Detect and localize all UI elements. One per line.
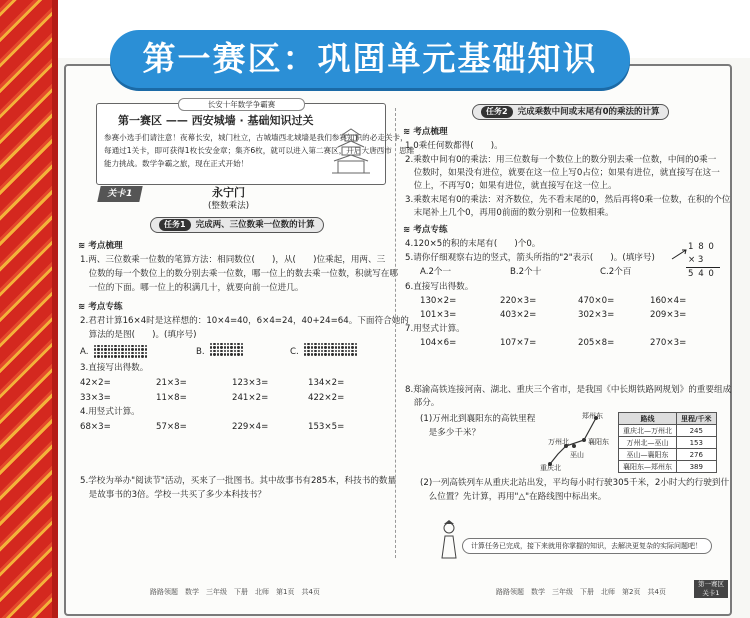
dot [328,353,330,355]
vertical-line-2: × 3 [688,255,704,265]
r-q7-c2: 107×7= [500,338,537,348]
dot [324,346,326,348]
dot [307,346,309,348]
dot [97,348,99,350]
dot [94,348,96,350]
dot [307,353,309,355]
r-q8-1-line-1: (1)万州北到襄阳东的高铁里程 [420,414,536,424]
r-q6-r2c3: 302×3= [578,310,615,320]
table-row [619,461,717,473]
dot [145,345,147,347]
dot-array-c [304,343,357,356]
dot [135,352,137,354]
dot [128,355,130,357]
dot [217,346,219,348]
map-label-wushan: 巫山 [570,451,584,459]
dot [348,353,350,355]
dot [131,352,133,354]
dot [351,353,353,355]
q2-line-1: 2.君君计算16×4时是这样想的：10×4=40，6×4=24，40+24=64。下面符合她的 [80,316,409,326]
dot [145,352,147,354]
dot [128,348,130,350]
r-q5-opt-c[interactable]: C.2个百 [600,267,632,277]
map-label-xiangyang: 襄阳东 [588,438,609,446]
dot [328,346,330,348]
dot [104,352,106,354]
map-label-wanzhou: 万州北 [548,438,569,446]
dot [213,346,215,348]
dot [141,345,143,347]
dot [94,352,96,354]
route-cell: 万州北—巫山 [619,437,677,449]
dot [324,350,326,352]
dot [237,353,239,355]
q3-r2c2: 11×8= [156,393,187,403]
dot [241,353,243,355]
dot [230,346,232,348]
corner-line-1: 第一赛区 [698,580,724,588]
dot [318,353,320,355]
page-banner: 第一赛区：巩固单元基础知识 [110,30,630,88]
task1-text: 完成两、三位数乘一位数的计算 [195,220,315,230]
dot [328,343,330,345]
r-sec1-title: 考点梳理 [413,127,448,137]
map-label-zhengzhou: 郑州东 [582,412,603,420]
dot [335,343,337,345]
dot [141,352,143,354]
r-q5-opt-b[interactable]: B.2个十 [510,267,542,277]
dot-array-b [210,343,243,356]
dot [210,350,212,352]
intro-line-3: 能力挑战。数学争霸之旅，现在正式开始！ [104,159,249,168]
r-sec1-line-4: 位上，不再写0；如果有进位，就直接写在这一位上。 [405,181,617,191]
dot [227,353,229,355]
left-footer: 路路领题 数学 三年级 下册 北师 第1页 共4页 [150,588,320,596]
dot [227,346,229,348]
dot [241,350,243,352]
r-q8-line-2: 部分。 [405,398,440,408]
dot [331,346,333,348]
section-title: 第一赛区 —— 西安城墙 · 基础知识过关 [118,114,314,127]
dot [220,343,222,345]
dot [104,348,106,350]
dot [97,345,99,347]
dot [318,343,320,345]
dot [321,343,323,345]
dot [234,350,236,352]
dot [331,350,333,352]
route-table [618,412,717,473]
dot [355,346,357,348]
sec1-line-3: 一位的下面。哪一位上的积满几十，就要向前一位进几。 [80,283,304,293]
r-q8-1-line-2: 是多少千米？ [420,428,481,438]
dot [314,346,316,348]
dot [335,346,337,348]
character-illustration [436,520,462,560]
sec2-heading: ≋ 考点专练 [78,302,123,312]
r-sec2-title: 考点专练 [413,225,448,235]
dot [131,348,133,350]
dot [338,350,340,352]
dot [213,350,215,352]
r-q7-c1: 104×6= [420,338,457,348]
dot [145,348,147,350]
dot [237,346,239,348]
dot [341,350,343,352]
r-sec1-heading: ≋ 考点梳理 [403,127,448,137]
dot [217,353,219,355]
q3-r1c1: 42×2= [80,378,111,388]
dot [111,352,113,354]
dot [318,350,320,352]
r-q7-c4: 270×3= [650,338,687,348]
q2-line-2: 算法的是图( )。(填序号) [80,330,197,340]
r-q4: 4.120×5的积的末尾有( )个0。 [405,239,541,249]
dot [138,352,140,354]
q2-option-c[interactable]: C. [290,347,299,357]
dot [324,343,326,345]
dot [94,345,96,347]
dot [145,355,147,357]
r-sec1-line-1: 1.0乘任何数都得( )。 [405,141,503,151]
dot [104,345,106,347]
map-label-chongqing: 重庆北 [540,464,561,472]
dot [311,346,313,348]
dot [341,346,343,348]
dot [108,352,110,354]
sec1-title: 考点梳理 [88,241,123,251]
arrow-icon [670,247,690,261]
dot [101,352,103,354]
dot [141,348,143,350]
r-q8-line-1: 8.郑渝高铁连接河南、湖北、重庆三个省市，是我国《中长期铁路网规划》的重要组成 [405,385,732,395]
dot [125,352,127,354]
dot [210,353,212,355]
dot [304,353,306,355]
dot [111,355,113,357]
km-cell: 389 [677,461,717,473]
sec1-line-1: 1.两、三位数乘一位数的笔算方法：相同数位( )，从( )位乘起，用两、三 [80,255,386,265]
dot [338,346,340,348]
table-row [619,425,717,437]
sec1-line-2: 位数的每一个数位上的数分别去乘一位数，哪一位上的数去乘一位数，积就写在哪 [80,269,398,279]
q3-r2c4: 422×2= [308,393,345,403]
q3-r1c4: 134×2= [308,378,345,388]
task2-tag: 任务2 [481,106,513,118]
dot [230,343,232,345]
dot [351,343,353,345]
dot [237,343,239,345]
dot [114,348,116,350]
dot [314,353,316,355]
dot [341,343,343,345]
pagoda-illustration [324,125,378,177]
route-header-km: 里程/千米 [677,413,717,425]
dot [224,343,226,345]
level-subtitle: (整数乘法) [208,201,250,211]
dot [135,355,137,357]
dot [237,350,239,352]
r-q5-opt-a[interactable]: A.2个一 [420,267,452,277]
km-cell: 153 [677,437,717,449]
dot [224,353,226,355]
dot [348,343,350,345]
r-q6-title: 6.直接写出得数。 [405,282,474,292]
dot [328,350,330,352]
dot [217,350,219,352]
task2-pill [472,104,669,120]
dot [210,343,212,345]
dot [307,343,309,345]
r-q6-r1c3: 470×0= [578,296,615,306]
dot [94,355,96,357]
q3-r2c1: 33×3= [80,393,111,403]
dot [135,345,137,347]
table-row [619,449,717,461]
dot [345,350,347,352]
dot [108,345,110,347]
dot [321,346,323,348]
dot [121,352,123,354]
dot [304,343,306,345]
dot [307,350,309,352]
corner-badge [694,580,728,598]
r-sec1-line-3: 位数时，如果没有进位，就要在这一位上写0占位；如果有进位，就直接写在这一 [405,168,720,178]
dot [230,350,232,352]
r-q6-r2c2: 403×2= [500,310,537,320]
dot [128,345,130,347]
q5-line-2: 是故事书的3倍。学校一共买了多少本科技书？ [80,490,266,500]
r-q7-c3: 205×8= [578,338,615,348]
vertical-line-3: 5 4 0 [688,269,715,279]
dot [101,355,103,357]
dot [220,346,222,348]
dot [331,353,333,355]
dot [213,343,215,345]
dot [335,353,337,355]
r-q5-line: 5.请你仔细观察右边的竖式，箭头所指的"2"表示( )。(填序号) [405,253,655,263]
dot [311,343,313,345]
task2-text: 完成乘数中间或末尾有0的乘法的计算 [517,107,660,117]
header-tab: 长安十年数学争霸赛 [178,98,305,111]
dot [97,352,99,354]
dot [118,355,120,357]
dot [101,348,103,350]
q4-c3: 229×4= [232,422,269,432]
r-sec1-line-5: 3.乘数末尾有0的乘法：对齐数位，先不看末尾的0，然后再将0乘一位数，在积的个位 [405,195,731,205]
dot [345,353,347,355]
dot [213,353,215,355]
r-q6-r2c1: 101×3= [420,310,457,320]
dot [227,343,229,345]
route-header-route: 路线 [619,413,677,425]
table-row [619,437,717,449]
dot [220,353,222,355]
dot [217,343,219,345]
dot [104,355,106,357]
dot [234,343,236,345]
km-cell: 245 [677,425,717,437]
dot [131,345,133,347]
corner-line-2: 关卡1 [702,589,720,597]
right-footer: 路路领题 数学 三年级 下册 北师 第2页 共4页 [496,588,666,596]
dot [128,352,130,354]
dot [118,345,120,347]
dot [304,350,306,352]
dot [314,350,316,352]
q2-option-b[interactable]: B. [196,347,205,357]
dot-array-a [94,345,147,358]
dot [318,346,320,348]
q2-option-a[interactable]: A. [80,347,89,357]
dot [125,355,127,357]
dot [141,355,143,357]
dot [335,350,337,352]
r-q6-r1c2: 220×3= [500,296,537,306]
dot [97,355,99,357]
r-q6-r1c4: 160×4= [650,296,687,306]
r-q7-title: 7.用竖式计算。 [405,324,465,334]
dot [121,345,123,347]
dot [331,343,333,345]
dot [138,348,140,350]
r-sec2-heading: ≋ 考点专练 [403,225,448,235]
r-sec1-line-2: 2.乘数中间有0的乘法：用三位数每一个数位上的数分别去乘一位数，中间的0乘一 [405,155,717,165]
dot [348,350,350,352]
vertical-line-1: 1 8 0 [688,242,715,252]
task1-tag: 任务1 [159,219,191,231]
tip-bubble: 计算任务已完成，接下来就用你掌握的知识，去解决更复杂的实际问题吧！ [462,538,712,554]
r-q6-r1c1: 130×2= [420,296,457,306]
route-cell: 襄阳东—郑州东 [619,461,677,473]
dot [345,346,347,348]
dot [125,345,127,347]
dot [321,353,323,355]
dot [111,345,113,347]
dot [338,343,340,345]
dot [224,350,226,352]
dot [114,345,116,347]
dot [114,355,116,357]
dot [125,348,127,350]
dot [234,353,236,355]
dot [314,343,316,345]
dot [131,355,133,357]
dot [355,343,357,345]
route-cell: 重庆北—万州北 [619,425,677,437]
r-q8-2-line-2: 么位置？先计算，再用"△"在路线图中标出来。 [420,492,607,502]
dot [241,343,243,345]
q5-line-1: 5.学校为举办"阅读节"活动，买来了一批图书。其中故事书有285本，科技书的数量 [80,476,397,486]
dot [311,350,313,352]
dot [138,345,140,347]
q3-r2c3: 241×2= [232,393,269,403]
dot [227,350,229,352]
q4-c2: 57×8= [156,422,187,432]
dot [224,346,226,348]
dot [230,353,232,355]
r-q6-r2c4: 209×3= [650,310,687,320]
dot [114,352,116,354]
q4-c4: 153×5= [308,422,345,432]
dot [241,346,243,348]
r-sec1-line-6: 末尾补上几个0，再用0前面的数分别和一位数相乘。 [405,208,614,218]
dot [121,348,123,350]
level-title: 永宁门 [212,186,245,199]
dot [234,346,236,348]
km-cell: 276 [677,449,717,461]
dot [118,352,120,354]
dot [118,348,120,350]
dot [135,348,137,350]
dot [348,346,350,348]
r-q8-2-line-1: (2)一列高铁列车从重庆北站出发，平均每小时行驶305千米，2小时大约行驶到什 [420,478,730,488]
dot [101,345,103,347]
dot [220,350,222,352]
sec2-title: 考点专练 [88,302,123,312]
decorative-side-stripe [0,0,58,618]
dot [341,353,343,355]
dot [324,353,326,355]
dot [355,350,357,352]
intro-line-2: 每通过1关卡，即可获得1枚长安金章；集齐6枚，就可以进入第二赛区，开启大唐西市 · 思维 [104,146,415,155]
dot [311,353,313,355]
q3-title: 3.直接写出得数。 [80,363,149,373]
dot [210,346,212,348]
dot [345,343,347,345]
page-divider [395,108,396,558]
dot [351,346,353,348]
level-badge: 关卡1 [97,186,142,202]
dot [138,355,140,357]
q4-title: 4.用竖式计算。 [80,407,140,417]
dot [108,355,110,357]
dot [355,353,357,355]
q4-c1: 68×3= [80,422,111,432]
task1-pill [150,217,324,233]
route-cell: 巫山—襄阳东 [619,449,677,461]
dot [338,353,340,355]
dot [351,350,353,352]
dot [108,348,110,350]
q3-r1c3: 123×3= [232,378,269,388]
intro-line-1: 参赛小选手们请注意！夜幕长安，城门杜立，古城墙西北城墙是我们参赛知识的必走关卡， [104,133,408,142]
dot [121,355,123,357]
q3-r1c2: 21×3= [156,378,187,388]
dot [304,346,306,348]
sec1-heading: ≋ 考点梳理 [78,241,123,251]
dot [111,348,113,350]
dot [321,350,323,352]
